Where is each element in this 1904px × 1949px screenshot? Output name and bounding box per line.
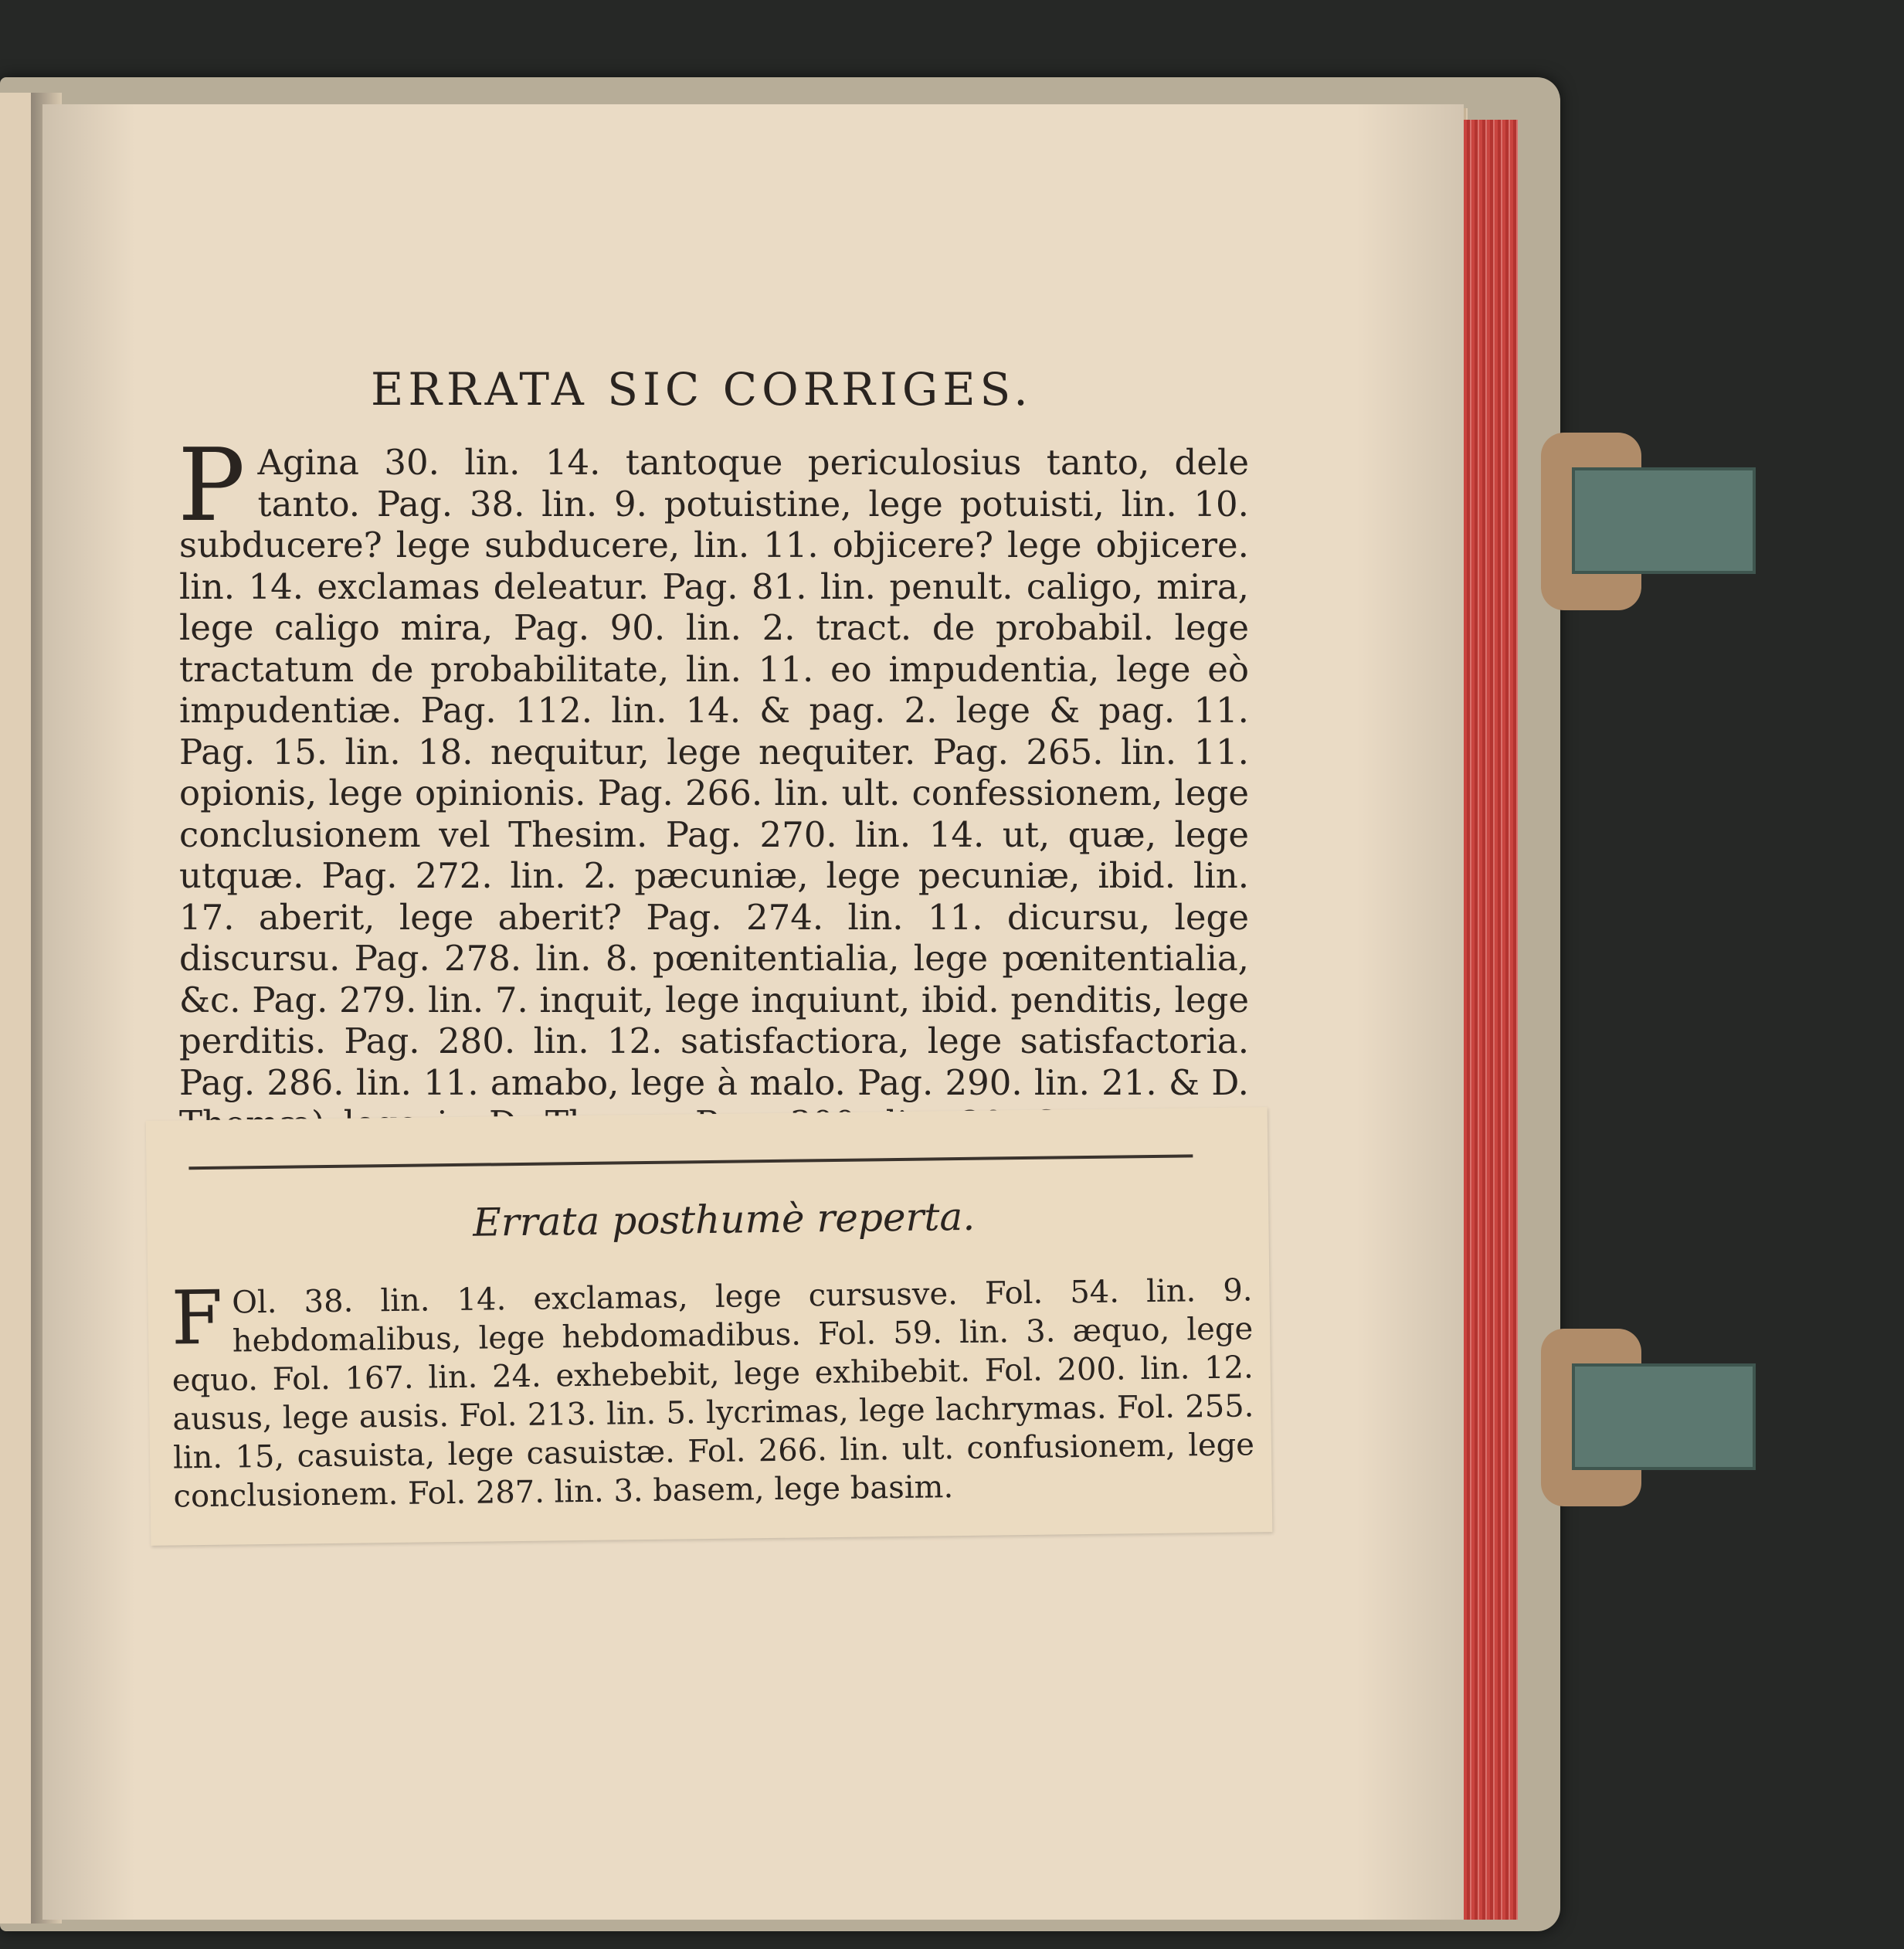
slip-rule [188,1154,1193,1170]
left-page-edge [0,93,31,1924]
slip-drop-cap-initial: F [171,1274,224,1362]
slip-errata-text: Ol. 38. lin. 14. exclamas, lege cursusve. Fol. 54. lin. 9. hebdomalibus, lege hebdomadibus. Fol. 59. lin. 3. æquo, lege equo. Fol. 167. lin. 24. exhebebit, lege exhibebit. Fol. 200. lin. 12. ausus, lege ausis. Fol. 213. lin. 5. lycrimas, lege lachrymas. Fol. 255. lin. 15, casuista, lege casuistæ. Fol. 266. lin. ult. confusionem, lege conclusionem. Fol. 287. lin. 3. basem, lege basim. [171,1272,1255,1515]
clasp-metal-plate [1572,1363,1756,1470]
errata-text: Agina 30. lin. 14. tantoque periculosius tanto, dele tanto. Pag. 38. lin. 9. potuistine, lege potuisti, lin. 10. subducere? lege subducere, lin. 11. objicere? lege objicere. lin. 14. exclamas deleatur. Pag. 81. lin. penult. caligo, mira, lege caligo mira, Pag. 90. lin. 2. tract. de probabil. lege tractatum de probabilitate, lin. 11. eo impudentia, lege eò impudentiæ. Pag. 112. lin. 14. & pag. 2. lege & pag. 11. Pag. 15. lin. 18. nequitur, lege nequiter. Pag. 265. lin. 11. opionis, lege opinionis. Pag. 266. lin. ult. confessionem, lege conclusionem vel Thesim. Pag. 270. lin. 14. ut, quæ, lege utquæ. Pag. 272. lin. 2. pæcuniæ, lege pecuniæ, ibid. lin. 17. aberit, lege aberit? Pag. 274. lin. 11. dicursu, lege discursu. Pag. 278. lin. 8. pœnitentialia, lege pœnitentialia, &c. Pag. 279. lin. 7. inquit, lege inquiunt, ibid. penditis, lege perditis. Pag. 280. lin. 12. satisfactiora, lege satisfactoria. Pag. 286. lin. 11. amabo, lege à malo. Pag. 290. lin. 21. & D. [179,442,1249,1103]
slip-body [171,1271,1255,1516]
upper-clasp [1541,433,1757,610]
errata-body [178,426,1249,1186]
pasted-errata-slip [146,1107,1273,1546]
red-page-edges [1456,120,1518,1920]
clasp-metal-plate [1572,467,1756,574]
slip-title: Errata posthumè reperta. [472,1194,976,1245]
drop-cap-initial: P [178,426,246,544]
lower-clasp [1541,1329,1757,1506]
page-title: ERRATA SIC CORRIGES. [371,363,1033,416]
